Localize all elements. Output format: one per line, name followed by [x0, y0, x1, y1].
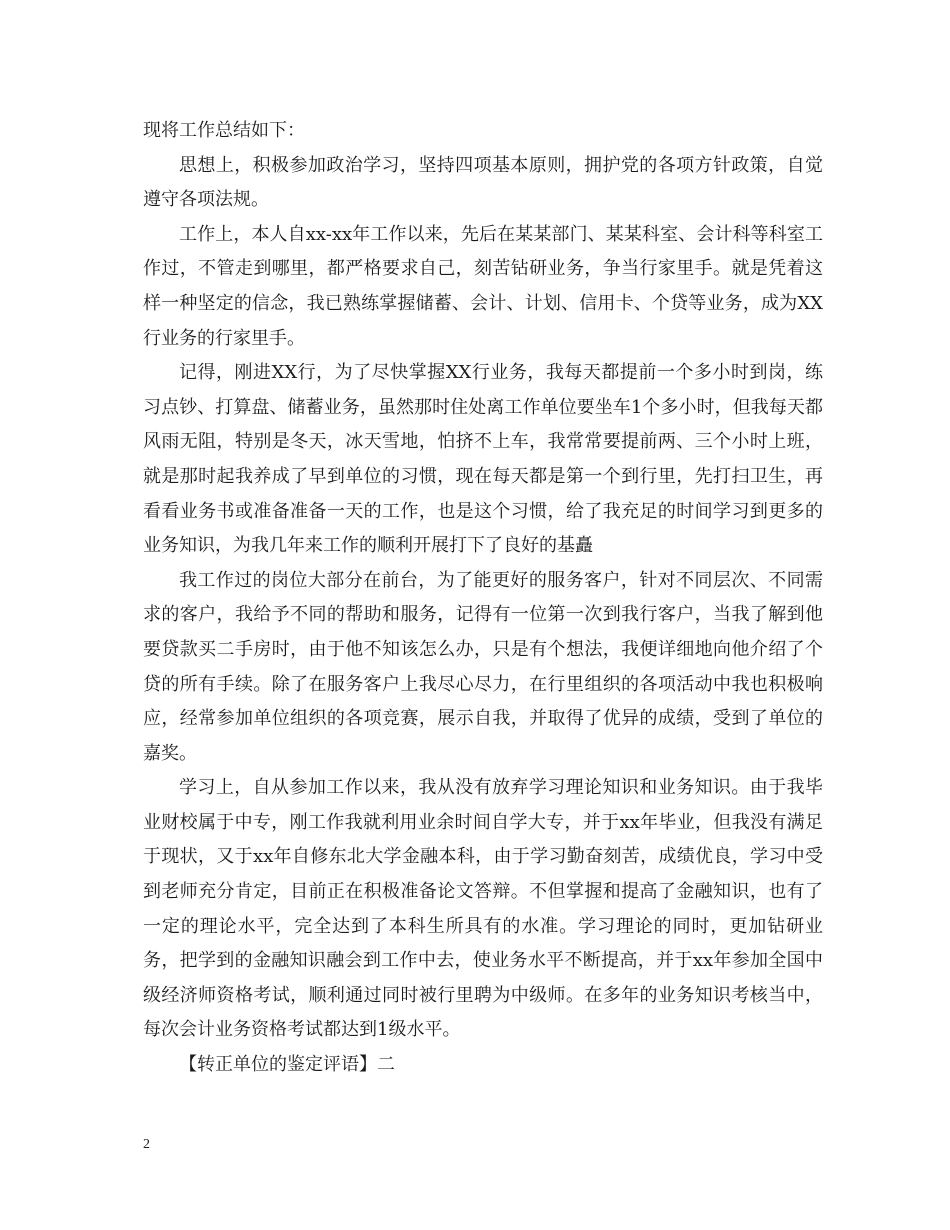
section-heading: 【转正单位的鉴定评语】二	[179, 1054, 395, 1076]
paragraph-study: 学习上，自从参加工作以来，我从没有放弃学习理论知识和业务知识。由于我毕业财校属于中专，刚工作我就利用业余时间自学大专，并于xx年毕业，但我没有满足于现状，又于xx年自修东北大学金融本科，由于学习勤奋刻苦，成绩优良，学习中受到老师充分肯定，目前正在积极准备论文答辩。不但掌握和提高了金融知识，也有了一定的理论水平，完全达到了本科生所具有的水准。学习理论的同时，更加钻研业务，把学到的金融知识融会到工作中去，使业务水平不断提高，并于xx年参加全国中级经济师资格考试，顺利通过同时被行里聘为中级师。在多年的业务知识考核当中，每次会计业务资格考试都达到1级水平。	[143, 777, 823, 1041]
paragraph-work: 工作上，本人自xx-xx年工作以来，先后在某某部门、某某科室、会计科等科室工作过，不管走到哪里，都严格要求自己，刻苦钻研业务，争当行家里手。就是凭着这样一种坚定的信念，我已熟练掌握储蓄、会计、计划、信用卡、个贷等业务，成为XX行业务的行家里手。	[143, 223, 823, 349]
paragraph-service: 我工作过的岗位大部分在前台，为了能更好的服务客户，针对不同层次、不同需求的客户，我给予不同的帮助和服务，记得有一位第一次到我行客户，当我了解到他要贷款买二手房时，由于他不知该怎么办，只是有个想法，我便详细地向他介绍了个贷的所有手续。除了在服务客户上我尽心尽力，在行里组织的各项活动中我也积极响应，经常参加单位组织的各项竞赛，展示自我，并取得了优异的成绩，受到了单位的嘉奖。	[143, 569, 823, 764]
document-body	[143, 114, 823, 1083]
paragraph-ideology: 思想上，积极参加政治学习，坚持四项基本原则，拥护党的各项方针政策，自觉遵守各项法规。	[143, 154, 823, 211]
paragraph-intro: 现将工作总结如下：	[143, 120, 305, 141]
page-number: 2	[143, 1137, 150, 1152]
paragraph-memory: 记得，刚进XX行，为了尽快掌握XX行业务，我每天都提前一个多小时到岗，练习点钞、打算盘、储蓄业务，虽然那时住处离工作单位要坐车1个多小时，但我每天都风雨无阻，特别是冬天，冰天雪地，怕挤不上车，我常常要提前两、三个小时上班，就是那时起我养成了早到单位的习惯，现在每天都是第一个到行里，先打扫卫生，再看看业务书或准备准备一天的工作，也是这个习惯，给了我充足的时间学习到更多的业务知识，为我几年来工作的顺利开展打下了良好的基矗	[143, 362, 823, 557]
